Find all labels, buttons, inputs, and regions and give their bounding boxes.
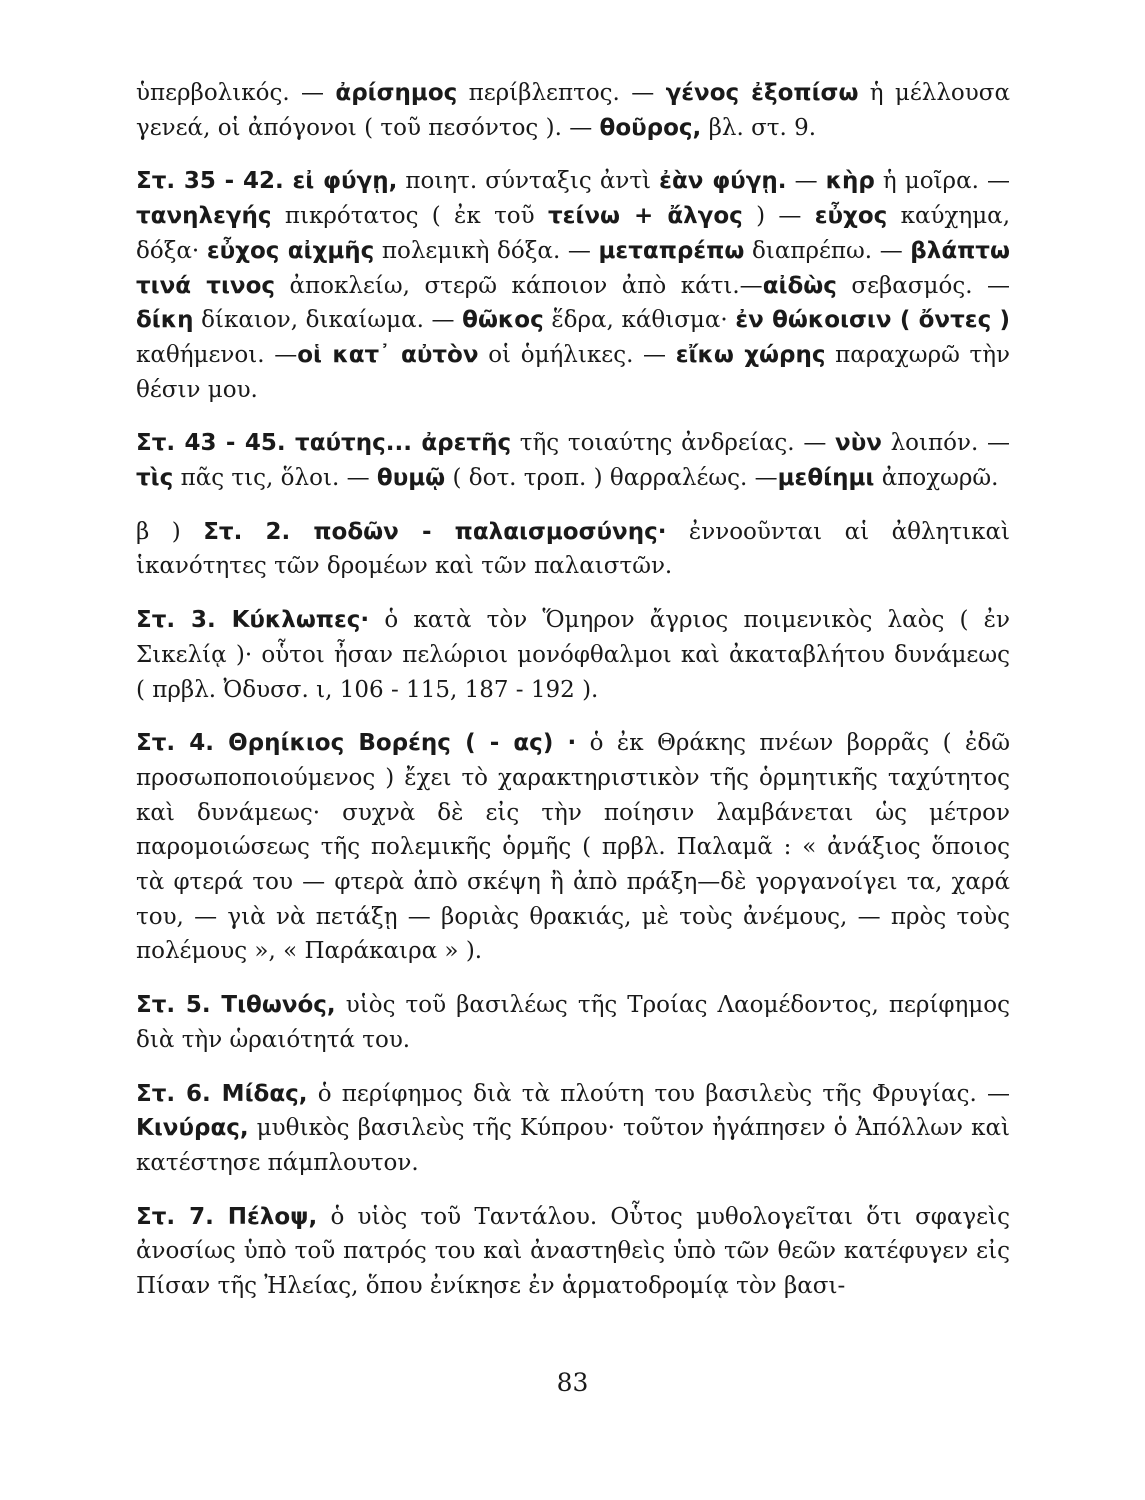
lemma-term: Στ. 4. Θρηίκιος Βορέης ( - ας) ·	[136, 730, 577, 757]
lemma-term: κὴρ	[825, 168, 875, 195]
page-number: 83	[556, 1368, 589, 1397]
gloss-text: β )	[136, 518, 204, 545]
lemma-term: Στ. 3. Κύκλωπες·	[136, 607, 370, 634]
commentary-paragraph	[136, 76, 1010, 145]
gloss-text: παραχωρῶ τὴν θέσιν μου.	[136, 341, 1010, 403]
lemma-term: μεταπρέπω	[598, 237, 745, 264]
commentary-paragraph	[136, 164, 1010, 407]
lemma-term: εὖχος αἰχμῆς	[206, 237, 375, 264]
commentary-paragraph	[136, 1200, 1010, 1304]
gloss-text: ἡ μοῖρα. —	[874, 168, 1010, 195]
gloss-text: πολεμικὴ δόξα. —	[374, 237, 599, 264]
lemma-term: Στ. 43 - 45. ταύτης... ἀρετῆς	[136, 430, 512, 457]
lemma-term: Στ. 7. Πέλοψ,	[136, 1203, 318, 1230]
gloss-text: βλ. στ. 9.	[701, 114, 817, 141]
gloss-text: περίβλεπτος. —	[457, 80, 666, 106]
gloss-text: ὑπερβολικός. —	[136, 80, 336, 106]
gloss-text: οἱ ὁμήλικες. —	[478, 341, 676, 368]
gloss-text: τῆς τοιαύτης ἀνδρείας. —	[511, 430, 836, 457]
lemma-term: τείνω + ἄλγος	[547, 203, 743, 230]
lemma-term: ἐὰν φύγῃ.	[659, 168, 787, 195]
commentary-paragraph	[136, 426, 1010, 495]
lemma-term: γένος ἐξοπίσω	[665, 80, 859, 106]
commentary-paragraph	[136, 603, 1010, 707]
lemma-term: οἱ κατ᾽ αὐτὸν	[297, 341, 479, 368]
gloss-text: δίκαιον, δικαίωμα. —	[193, 307, 463, 334]
lemma-term: δίκη	[136, 307, 194, 334]
lemma-term: βλάπτω τινά τινος	[136, 237, 1010, 299]
gloss-text: καθήμενοι. —	[136, 341, 298, 368]
lemma-term: τανηλεγής	[136, 203, 272, 230]
lemma-term: Κινύρας,	[136, 1115, 249, 1142]
gloss-text: ὁ περίφημος διὰ τὰ πλούτη του βασιλεὺς τῆς Φρυγίας. —	[307, 1080, 1010, 1107]
commentary-paragraph	[136, 515, 1010, 584]
lemma-term: θῶκος	[462, 307, 544, 334]
lemma-term: τὶς	[136, 465, 174, 492]
gloss-text: καύχημα, δόξα·	[136, 203, 1011, 264]
gloss-text: διαπρέπω. —	[744, 237, 911, 264]
gloss-text: —	[786, 168, 826, 195]
gloss-text: ἡ μέλλουσα γενεά, οἱ ἀπόγονοι ( τοῦ πεσόντος ). —	[136, 80, 1010, 141]
gloss-text: υἱὸς τοῦ βασιλέως τῆς Τροίας Λαομέδοντος, περίφημος διὰ τὴν ὡραιότητά του.	[136, 992, 1010, 1053]
gloss-text: ἀποκλείω, στερῶ κάποιον ἀπὸ κάτι.—	[275, 272, 763, 299]
gloss-text: ἐννοοῦνται αἱ ἀθλητικαὶ ἱκανότητες τῶν δρομέων καὶ τῶν παλαιστῶν.	[136, 518, 1010, 580]
gloss-text: λοιπόν. —	[881, 430, 1011, 457]
commentary-paragraph	[136, 988, 1010, 1057]
lemma-term: θυμῷ	[376, 465, 446, 492]
lemma-term: εἴκω χώρης	[675, 341, 826, 368]
gloss-text: ποιητ. σύνταξις ἀντὶ	[397, 168, 660, 195]
gloss-text: ἕδρα, κάθισμα·	[543, 307, 736, 334]
gloss-text: ( δοτ. τροπ. ) θαρραλέως. —	[445, 465, 778, 492]
lemma-term: μεθίημι	[777, 465, 875, 492]
lemma-term: θοῦρος,	[599, 114, 702, 141]
gloss-text: σεβασμός. —	[836, 272, 1010, 299]
gloss-text: πικρότατος ( ἐκ τοῦ	[271, 203, 548, 230]
gloss-text: ὁ υἱὸς τοῦ Ταντάλου. Οὗτος μυθολογεῖται ὅτι σφαγεὶς ἀνοσίως ὑπὸ τοῦ πατρός του καὶ ἀναστηθεὶς ὑπὸ τῶν θεῶν κατέφυγεν εἰς Πίσαν τῆς Ἠλείας, ὅπου ἐνίκησε ἐν ἁρματοδρομίᾳ τὸν βασι-	[136, 1203, 1010, 1300]
commentary-paragraph	[136, 726, 1010, 969]
lemma-term: νὺν	[835, 430, 882, 457]
gloss-text: ) —	[742, 203, 815, 230]
gloss-text: ὁ κατὰ τὸν Ὅμηρον ἄγριος ποιμενικὸς λαὸς ( ἐν Σικελίᾳ )· οὗτοι ἦσαν πελώριοι μονόφθαλμοι καὶ ἀκαταβλήτου δυνάμεως ( πρβλ. Ὀδυσσ. ι, 106 - 115, 187 - 192 ).	[136, 607, 1010, 703]
gloss-text: μυθικὸς βασιλεὺς τῆς Κύπρου· τοῦτον ἠγάπησεν ὁ Ἀπόλλων καὶ κατέστησε πάμπλουτον.	[136, 1115, 1010, 1176]
lemma-term: Στ. 5. Τιθωνός,	[136, 992, 336, 1019]
lemma-term: εὖχος	[814, 203, 888, 230]
lemma-term: Στ. 2. ποδῶν - παλαισμοσύνης·	[203, 518, 667, 545]
lemma-term: ἐν θώκοισιν ( ὄντες )	[735, 307, 1011, 334]
commentary-text	[136, 76, 1010, 1323]
lemma-term: Στ. 35 - 42. εἰ φύγῃ,	[136, 168, 398, 195]
gloss-text: ἀποχωρῶ.	[874, 465, 999, 492]
commentary-paragraph	[136, 1077, 1010, 1181]
gloss-text: ὁ ἐκ Θράκης πνέων βορρᾶς ( ἐδῶ προσωποποιούμενος ) ἔχει τὸ χαρακτηριστικὸν τῆς ὁρμητικῆς ταχύτητος καὶ δυνάμεως· συχνὰ δὲ εἰς τὴν ποίησιν λαμβάνεται ὡς μέτρον παρομοιώσεως τῆς πολεμικῆς ὁρμῆς ( πρβλ. Παλαμᾶ : « ἀνάξιος ὅποιος τὰ φτερά του — φτερὰ ἀπὸ σκέψη ἢ ἀπὸ πράξη—δὲ γοργανοίγει τα, χαρά του, — γιὰ νὰ πετάξῃ — βοριὰς θρακιάς, μὲ τοὺς ἀνέμους, — πρὸς τοὺς πολέμους », « Παράκαιρα » ).	[136, 730, 1010, 965]
gloss-text: πᾶς τις, ὅλοι. —	[173, 465, 377, 492]
lemma-term: αἰδὼς	[762, 272, 837, 299]
lemma-term: ἀρίσημος	[335, 80, 458, 106]
lemma-term: Στ. 6. Μίδας,	[136, 1080, 308, 1107]
